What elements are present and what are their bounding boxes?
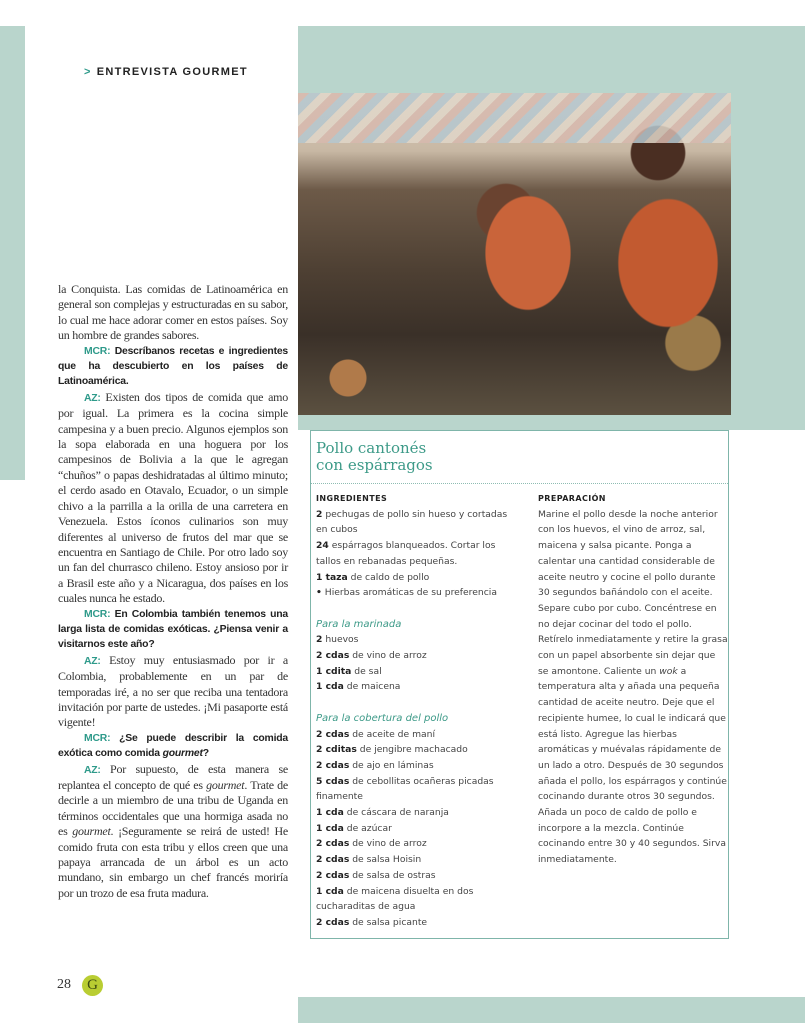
ingredient-item: [316, 570, 516, 586]
preparation-text-part: Marine el pollo desde la noche anterior con los huevos, el vino de arroz, sal, maicena y salsa picante. Ponga a calentar una cantidad considerable de aceite neutro y cocine el pollo durante 30 segundos bañándolo con el aceite. Separe cubo por cubo. Concéntrese en no dejar cocinar del todo el pollo. Retírelo inmediatamente y retire la grasa con un papel absorbente sin dejar que se amontone. Caliente un: [538, 508, 728, 677]
ingredient-text: de azúcar: [343, 822, 392, 834]
ingredient-item: [316, 915, 516, 931]
ingredients-list: [316, 507, 516, 601]
italic-term: wok: [659, 665, 678, 677]
article-photo: [298, 93, 731, 415]
ingredient-item: [316, 821, 516, 837]
ingredient-text: espárragos blanqueados. Cortar los tallos en rebanadas pequeñas.: [316, 540, 496, 567]
section-label: ENTREVISTA GOURMET: [96, 66, 248, 78]
dotted-divider: [311, 483, 728, 484]
ingredient-text: de salsa de ostras: [349, 869, 436, 881]
ingredient-quantity: 1 cda: [316, 681, 344, 693]
ingredient-quantity: 2 cdas: [316, 916, 350, 928]
chevron-right-icon: >: [84, 66, 92, 78]
ingredient-text: huevos: [322, 634, 359, 646]
question-text: ¿Se puede describir la comida exótica como comida: [58, 732, 288, 760]
coating-heading: Para la cobertura del pollo: [316, 712, 449, 724]
ingredient-item: [316, 852, 516, 868]
ingredient-quantity: 5 cdas: [316, 775, 350, 787]
ingredient-text: pechugas de pollo sin hueso y cortadas en cubos: [316, 508, 508, 536]
ingredient-item: [316, 774, 516, 805]
ingredient-item: [316, 868, 516, 884]
ingredient-quantity: 24: [316, 540, 329, 552]
ingredient-quantity: 2 cdas: [316, 759, 350, 771]
decorative-strip-left: [0, 26, 25, 480]
ingredient-quantity: •: [316, 587, 322, 599]
answer-text: . Trate de decirle a un miembro de una tribu de Uganda en términos occidentales que una hormiga asada no es: [58, 778, 289, 839]
speaker: MCR:: [84, 732, 111, 744]
ingredient-text: de maicena: [343, 681, 401, 693]
ingredient-item: [316, 632, 516, 648]
recipe-title: [316, 440, 433, 474]
ingredient-item: [316, 507, 516, 538]
answer-text: Estoy muy entusiasmado por ir a Colombia, probablemente en un par de temporadas iré, a no ser que reciba una tentadora invitación por parte de ustedes. ¡Mi pasaporte está vigente!: [58, 652, 288, 730]
ingredient-text: de cáscara de naranja: [343, 807, 449, 819]
ingredient-text: de ajo en láminas: [349, 759, 434, 771]
speaker: MCR:: [84, 345, 111, 357]
marinade-heading: Para la marinada: [316, 618, 402, 630]
ingredient-item: [316, 727, 516, 743]
speaker: AZ:: [84, 392, 101, 404]
ingredient-item: [316, 884, 516, 915]
italic-term: gourmet: [206, 778, 245, 792]
ingredient-text: Hierbas aromáticas de su preferencia: [321, 587, 497, 599]
magazine-logo: G: [82, 975, 103, 996]
ingredient-text: de maicena disuelta en dos cucharaditas de agua: [316, 885, 474, 913]
ingredient-text: de jengibre machacado: [356, 744, 468, 756]
italic-term: gourmet: [72, 824, 111, 839]
ingredient-item: [316, 758, 516, 774]
preparation-text-part: a temperatura alta y añada una pequeña cantidad de aceite neutro. Deje que el recipiente humee, lo cual le indicará que está listo. Agregue las hierbas aromáticas y muévalas rápidamente de un lado a otro. Después de 30 segundos añada el pollo, los espárragos y continúe cocinando durante otros 30 segundos. Añada un poco de caldo de pollo e incorpore a la mezcla. Continúe cocinando entre 30 y 40 segundos. Sirva inmediatamente.: [538, 665, 727, 866]
ingredient-quantity: 2 cdas: [316, 838, 350, 850]
preparation-text: [538, 507, 728, 868]
coating-list: [316, 727, 516, 931]
question-text: En Colombia también tenemos una larga lista de comidas exóticas. ¿Piensa venir a visitarnos este año?: [58, 608, 288, 651]
speaker: MCR:: [84, 608, 111, 620]
decorative-strip-bottom: [298, 997, 805, 1023]
paragraph: la Conquista. Las comidas de Latinoamérica en general son complejas y estructuradas en su sabor, lo cual me hace adorar comer en estos países. Soy un hombre de grandes sabores.: [58, 282, 288, 343]
answer: [58, 653, 288, 731]
marinade-list: [316, 632, 516, 695]
preparation-heading: PREPARACIÓN: [538, 494, 606, 503]
ingredient-quantity: 2 cdas: [316, 728, 350, 740]
ingredient-text: de caldo de pollo: [347, 571, 430, 583]
recipe-box: [310, 430, 729, 939]
ingredient-text: de vino de arroz: [349, 650, 427, 662]
ingredient-quantity: 1 taza: [316, 571, 348, 583]
ingredient-item: [316, 679, 516, 695]
recipe-title-line: Pollo cantonés: [316, 439, 427, 457]
speaker: AZ:: [84, 764, 101, 776]
ingredient-item: [316, 648, 516, 664]
page-footer: [57, 975, 117, 997]
answer: [58, 390, 288, 607]
speaker: AZ:: [84, 655, 101, 667]
ingredient-quantity: 2 cdas: [316, 869, 350, 881]
ingredient-quantity: 2 cdas: [316, 854, 350, 866]
ingredient-quantity: 1 cdita: [316, 665, 352, 677]
ingredient-item: [316, 805, 516, 821]
ingredient-text: de sal: [351, 665, 382, 677]
ingredient-text: de salsa picante: [349, 916, 428, 928]
answer-text: . ¡Seguramente se reirá de usted! He comido fruta con esta tribu y ellos creen que una papaya arrancada de un árbol es un acto mundano, sin embargo un chef francés moriría por un trozo de esa fruta madura.: [58, 824, 288, 900]
question: [58, 731, 288, 762]
ingredient-item: [316, 585, 516, 601]
italic-term: gourmet: [162, 748, 203, 760]
ingredient-item: [316, 664, 516, 680]
ingredient-quantity: 1 cda: [316, 807, 344, 819]
photo-cloth-pattern: [298, 93, 731, 143]
answer: [58, 762, 288, 902]
ingredient-quantity: 1 cda: [316, 822, 344, 834]
article-body: [58, 282, 288, 901]
section-header: [84, 66, 248, 78]
question: [58, 607, 288, 653]
ingredients-column: [316, 491, 516, 931]
ingredient-item: [316, 538, 516, 569]
question-text: Descríbanos recetas e ingredientes que ha descubierto en los países de Latinoamérica.: [58, 345, 288, 388]
ingredient-quantity: 2: [316, 634, 323, 646]
answer-text: Existen dos tipos de comida que amo por igual. La primera es la cocina simple campesina y a buen precio. Algunos ejemplos son la sopa elaborada en una hoguera por los campesinos de Bolivia a la que le agregan “chuños” o papas deshidratadas al último minuto; el cerdo asado en Otavalo, Ecuador, o un simple chivo a la parrilla a la orilla de una carretera en Venezuela. Estos íconos culinarios son muy diferentes al universo de frutos del mar que se encuentra en Santiago de Chile. Por otro lado soy un fan del churrasco chileno. Estoy ansioso por ir a Brasil este año y a Nicaragua, dos países en los cuales nunca he estado.: [58, 389, 288, 606]
ingredient-item: [316, 836, 516, 852]
ingredient-text: de cebollitas ocañeras picadas finamente: [316, 775, 494, 803]
ingredient-quantity: 2 cditas: [316, 744, 357, 756]
ingredient-quantity: 1 cda: [316, 885, 344, 897]
ingredient-text: de aceite de maní: [349, 728, 436, 740]
page-number: 28: [57, 977, 71, 992]
ingredient-item: [316, 742, 516, 758]
question: [58, 344, 288, 390]
ingredients-heading: INGREDIENTES: [316, 494, 388, 503]
ingredient-text: de salsa Hoisin: [349, 854, 422, 866]
preparation-column: [538, 491, 728, 868]
ingredient-text: de vino de arroz: [349, 838, 427, 850]
question-text: ?: [202, 748, 209, 760]
ingredient-quantity: 2 cdas: [316, 650, 350, 662]
recipe-title-line: con espárragos: [316, 456, 433, 474]
answer-text: Por supuesto, de esta manera se replantea el concepto de qué es: [58, 761, 288, 792]
ingredient-quantity: 2: [316, 508, 323, 520]
